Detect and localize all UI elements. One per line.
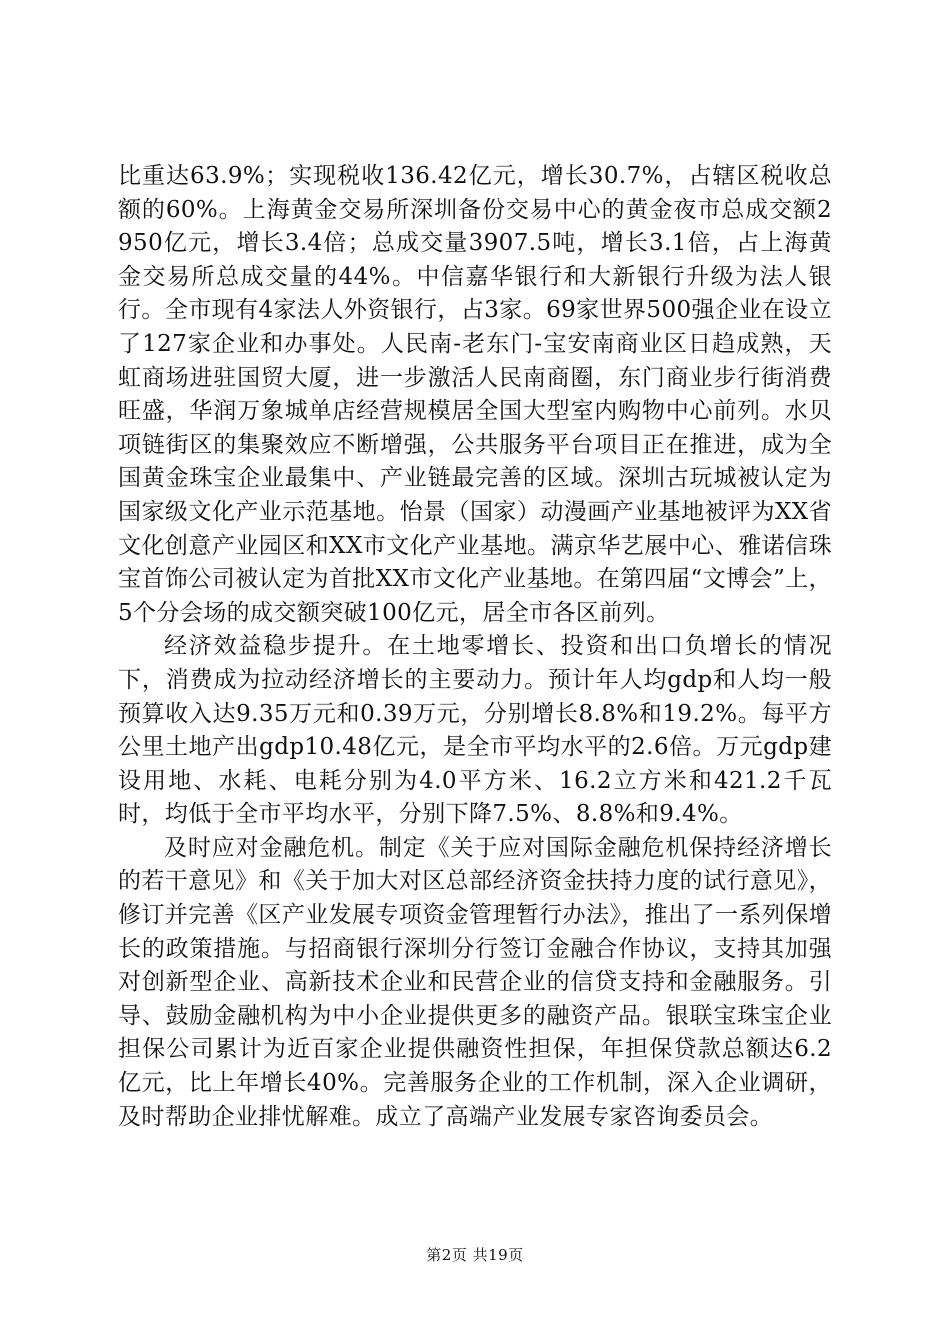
paragraph-3: 及时应对金融危机。制定《关于应对国际金融危机保持经济增长的若干意见》和《关于加大对区总部经济资金扶持力度的试行意见》，修订并完善《区产业发展专项资金管理暂行办法》，推出了一系列保增长的政策措施。与招商银行深圳分行签订金融合作协议，支持其加强对创新型企业、高新技术企业和民营企业的信贷支持和金融服务。引导、鼓励金融机构为中小企业提供更多的融资产品。银联宝珠宝企业担保公司累计为近百家企业提供融资性担保，年担保贷款总额达6.2亿元，比上年增长40%。完善服务企业的工作机制，深入企业调研，及时帮助企业排忧解难。成立了高端产业发展专家咨询委员会。 — [118, 834, 832, 1130]
paragraph-1: 比重达63.9%；实现税收136.42亿元，增长30.7%，占辖区税收总额的60%。上海黄金交易所深圳备份交易中心的黄金夜市总成交额2950亿元，增长3.4倍；总成交量3907.5吨，增长3.1倍，占上海黄金交易所总成交量的44%。中信嘉华银行和大新银行升级为法人银行。全市现有4家法人外资银行，占3家。69家世界500强企业在设立了127家企业和办事处。人民南-老东门-宝安南商业区日趋成熟，天虹商场进驻国贸大厦，进一步激活人民南商圈，东门商业步行街消费旺盛，华润万象城单店经营规模居全国大型室内购物中心前列。水贝项链街区的集聚效应不断增强，公共服务平台项目正在推进，成为全国黄金珠宝企业最集中、产业链最完善的区域。深圳古玩城被认定为国家级文化产业示范基地。怡景（国家）动漫画产业基地被评为XX省文化创意产业园区和XX市文化产业基地。满京华艺展中心、雅诺信珠宝首饰公司被认定为首批XX市文化产业基地。在第四届“文博会”上，5个分会场的成交额突破100亿元，居全市各区前列。 — [118, 163, 832, 626]
page-footer: 第2页 共19页 — [426, 1246, 524, 1264]
paragraph-2: 经济效益稳步提升。在土地零增长、投资和出口负增长的情况下，消费成为拉动经济增长的主要动力。预计年人均gdp和人均一般预算收入达9.35万元和0.39万元，分别增长8.8%和19.2%。每平方公里土地产出gdp10.48亿元，是全市平均水平的2.6倍。万元gdp建设用地、水耗、电耗分别为4.0平方米、16.2立方米和421.2千瓦时，均低于全市平均水平，分别下降7.5%、8.8%和9.4%。 — [118, 633, 832, 828]
document-body — [118, 160, 832, 1134]
